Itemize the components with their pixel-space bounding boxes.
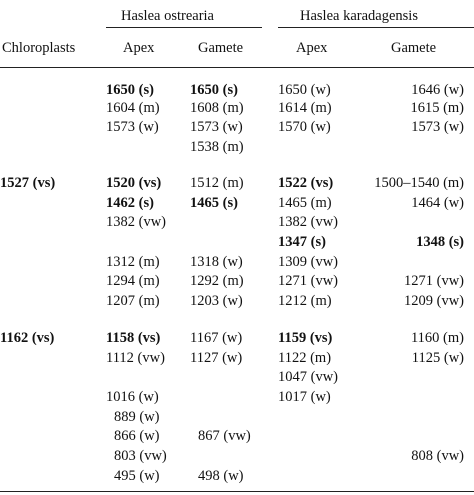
cell-ostrearia-gamete: 1292 (m)	[190, 273, 244, 289]
subheader-karadagensis-gamete: Gamete	[391, 40, 437, 56]
cell-ostrearia-apex: 866 (w)	[114, 428, 160, 444]
cell-karadagensis-apex: 1570 (w)	[278, 119, 331, 135]
stub-header-chloroplasts: Chloroplasts	[2, 40, 76, 56]
cell-karadagensis-apex: 1382 (vw)	[278, 214, 339, 230]
cell-ostrearia-apex: 1207 (m)	[106, 293, 160, 309]
cell-karadagensis-gamete: 1271 (vw)	[403, 273, 464, 289]
cell-ostrearia-apex: 889 (w)	[114, 409, 160, 425]
cell-karadagensis-apex: 1465 (m)	[278, 195, 332, 211]
cell-karadagensis-apex: 1271 (vw)	[278, 273, 339, 289]
cell-ostrearia-apex: 1604 (m)	[106, 100, 160, 116]
subheader-ostrearia-gamete: Gamete	[198, 40, 244, 56]
group-header-haslea-ostrearia: Haslea ostrearia	[121, 8, 214, 24]
cell-ostrearia-gamete: 498 (w)	[198, 468, 244, 484]
cell-ostrearia-apex: 803 (vw)	[114, 448, 167, 464]
cell-karadagensis-apex: 1212 (m)	[278, 293, 332, 309]
cell-ostrearia-apex: 1016 (w)	[106, 389, 159, 405]
cell-karadagensis-gamete: 1500–1540 (m)	[374, 175, 464, 191]
cell-karadagensis-apex: 1614 (m)	[278, 100, 332, 116]
cell-ostrearia-gamete: 867 (vw)	[198, 428, 251, 444]
table-bottom-rule	[0, 491, 474, 492]
cell-ostrearia-apex: 495 (w)	[114, 468, 160, 484]
cell-karadagensis-apex: 1159 (vs)	[278, 330, 333, 346]
cell-ostrearia-apex: 1573 (w)	[106, 119, 159, 135]
cell-ostrearia-apex: 1294 (m)	[106, 273, 160, 289]
cell-karadagensis-apex: 1309 (vw)	[278, 254, 339, 270]
cell-karadagensis-gamete: 1464 (w)	[411, 195, 464, 211]
cell-karadagensis-gamete: 1646 (w)	[411, 82, 464, 98]
cell-karadagensis-apex: 1347 (s)	[278, 234, 326, 250]
cell-ostrearia-gamete: 1650 (s)	[190, 82, 238, 98]
cell-ostrearia-gamete: 1465 (s)	[190, 195, 238, 211]
cell-karadagensis-apex: 1650 (w)	[278, 82, 331, 98]
cell-ostrearia-gamete: 1538 (m)	[190, 139, 244, 155]
cell-karadagensis-apex: 1522 (vs)	[278, 175, 334, 191]
cell-ostrearia-gamete: 1573 (w)	[190, 119, 243, 135]
cell-karadagensis-apex: 1122 (m)	[278, 350, 332, 366]
group-header-haslea-karadagensis: Haslea karadagensis	[300, 8, 418, 24]
cell-ostrearia-apex: 1650 (s)	[106, 82, 154, 98]
cell-karadagensis-gamete: 808 (vw)	[411, 448, 464, 464]
cell-karadagensis-gamete: 1615 (m)	[410, 100, 464, 116]
cell-karadagensis-gamete: 1209 (vw)	[403, 293, 464, 309]
cell-ostrearia-gamete: 1318 (w)	[190, 254, 243, 270]
cell-karadagensis-apex: 1047 (vw)	[278, 369, 339, 385]
cell-karadagensis-gamete: 1125 (w)	[411, 350, 464, 366]
cell-ostrearia-apex: 1520 (vs)	[106, 175, 162, 191]
cell-ostrearia-gamete: 1127 (w)	[190, 350, 243, 366]
cell-ostrearia-apex: 1312 (m)	[106, 254, 160, 270]
cell-ostrearia-gamete: 1512 (m)	[190, 175, 244, 191]
cell-karadagensis-gamete: 1573 (w)	[411, 119, 464, 135]
cell-ostrearia-apex: 1382 (vw)	[106, 214, 167, 230]
subheader-karadagensis-apex: Apex	[296, 40, 328, 56]
cell-chloroplasts: 1162 (vs)	[0, 330, 55, 346]
cell-chloroplasts: 1527 (vs)	[0, 175, 56, 191]
subheader-ostrearia-apex: Apex	[123, 40, 155, 56]
group-rule-ostrearia	[106, 27, 262, 28]
cell-ostrearia-apex: 1112 (vw)	[106, 350, 165, 366]
cell-ostrearia-gamete: 1167 (w)	[190, 330, 243, 346]
cell-karadagensis-gamete: 1160 (m)	[410, 330, 464, 346]
cell-ostrearia-gamete: 1608 (m)	[190, 100, 244, 116]
cell-ostrearia-apex: 1462 (s)	[106, 195, 154, 211]
group-rule-karadagensis	[278, 27, 474, 28]
cell-karadagensis-apex: 1017 (w)	[278, 389, 331, 405]
cell-ostrearia-gamete: 1203 (w)	[190, 293, 243, 309]
cell-karadagensis-gamete: 1348 (s)	[416, 234, 464, 250]
header-rule	[0, 67, 474, 68]
cell-ostrearia-apex: 1158 (vs)	[106, 330, 161, 346]
